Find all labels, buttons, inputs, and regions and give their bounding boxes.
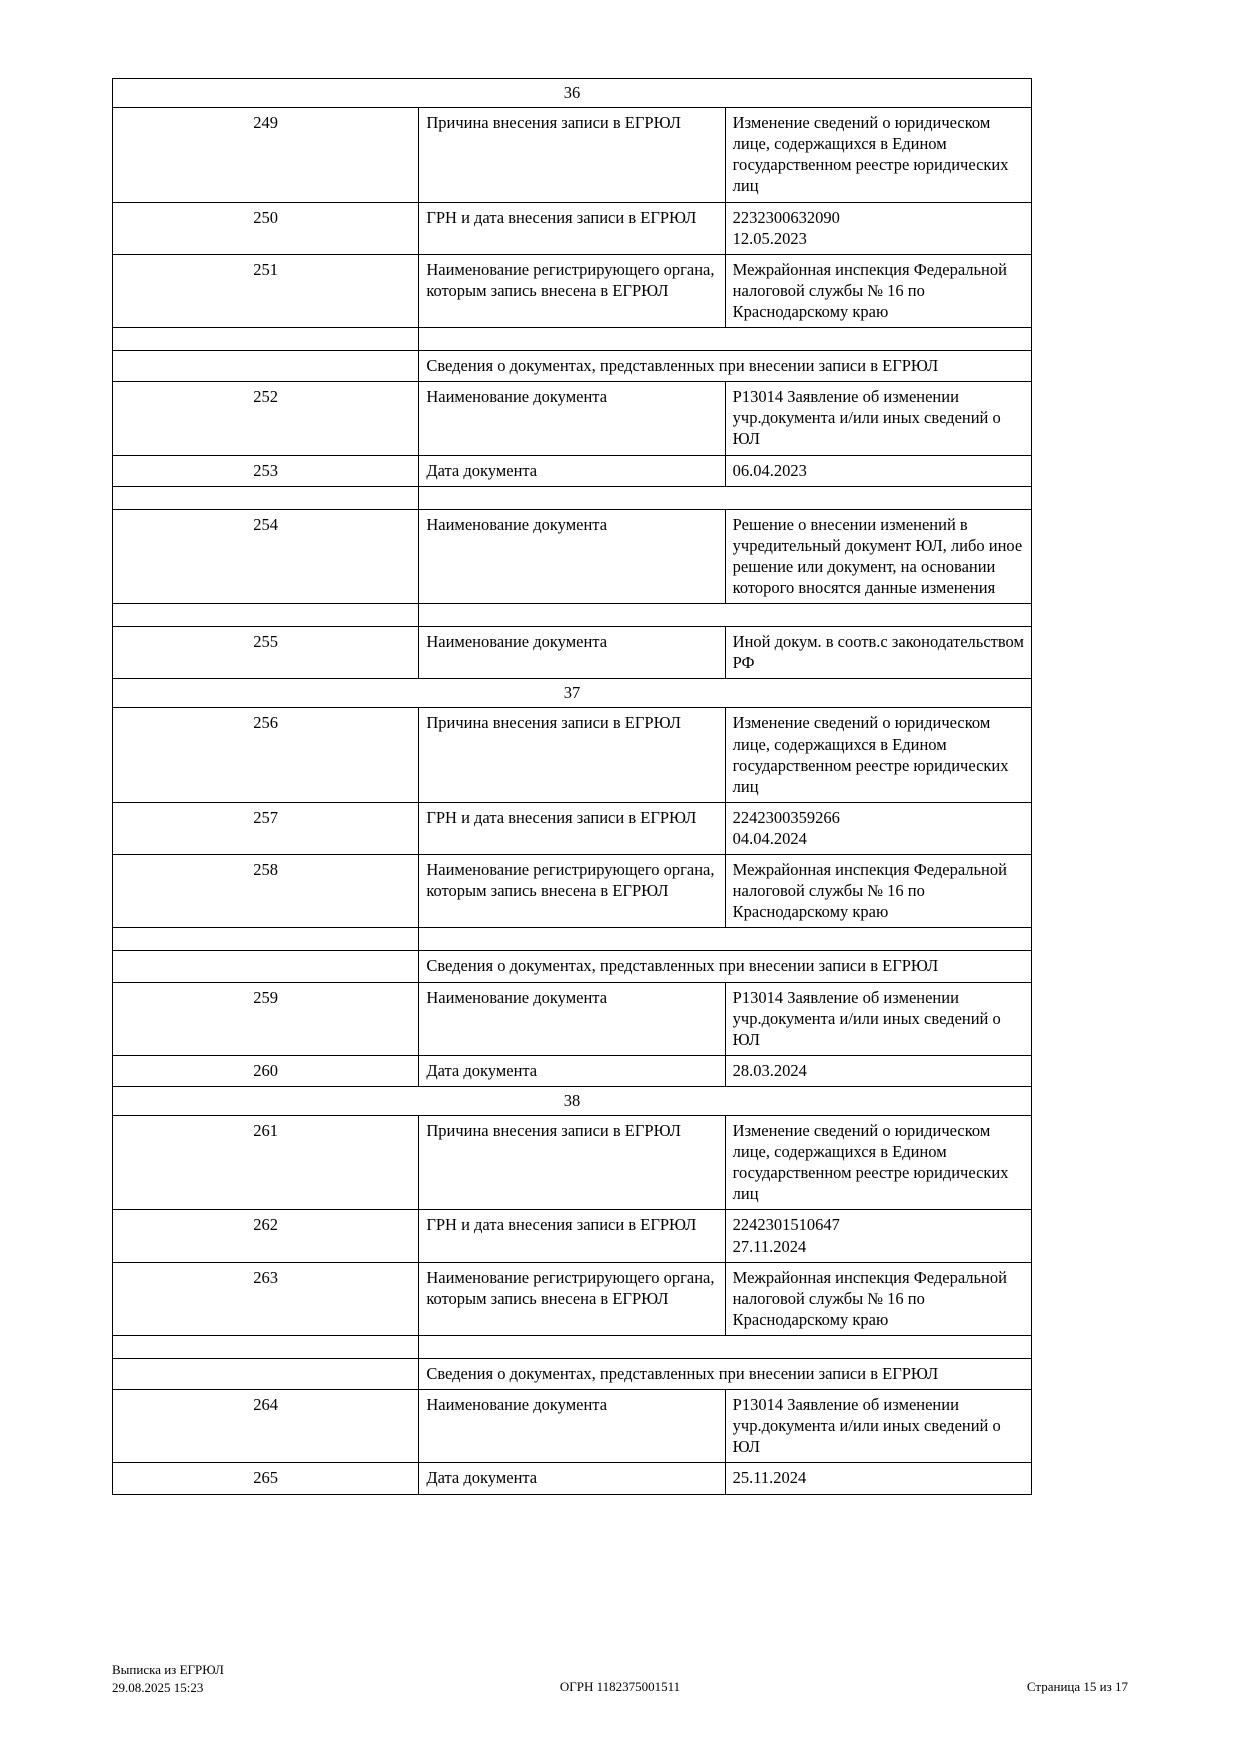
row-label: Наименование документа bbox=[419, 382, 725, 455]
row-number: 263 bbox=[113, 1262, 419, 1335]
subhead-documents-1 bbox=[113, 351, 1032, 382]
row-252 bbox=[113, 382, 1032, 455]
footer-ogrn: ОГРН 1182375001511 bbox=[559, 1679, 681, 1694]
subhead-documents-3 bbox=[113, 1359, 1032, 1390]
row-258 bbox=[113, 855, 1032, 928]
row-249 bbox=[113, 108, 1032, 202]
row-value: Межрайонная инспекция Федеральной налоговой службы № 16 по Краснодарскому краю bbox=[725, 254, 1031, 327]
subhead-cell-num bbox=[113, 351, 419, 382]
row-number: 265 bbox=[113, 1463, 419, 1494]
row-value: 28.03.2024 bbox=[725, 1055, 1031, 1086]
spacer-cell-num bbox=[113, 928, 419, 951]
spacer-cell-body bbox=[419, 486, 1032, 509]
spacer-cell-body bbox=[419, 328, 1032, 351]
row-number: 258 bbox=[113, 855, 419, 928]
row-number: 249 bbox=[113, 108, 419, 202]
section-36 bbox=[113, 79, 1032, 108]
row-number: 250 bbox=[113, 202, 419, 254]
row-label: Наименование регистрирующего органа, которым запись внесена в ЕГРЮЛ bbox=[419, 254, 725, 327]
egrul-table-body bbox=[113, 79, 1032, 1495]
row-value: 2242300359266 04.04.2024 bbox=[725, 802, 1031, 854]
footer-page-number: Страница 15 из 17 bbox=[1026, 1679, 1128, 1694]
row-250 bbox=[113, 202, 1032, 254]
section-heading: 36 bbox=[113, 79, 1032, 108]
row-265 bbox=[113, 1463, 1032, 1494]
row-value: Межрайонная инспекция Федеральной налоговой службы № 16 по Краснодарскому краю bbox=[725, 855, 1031, 928]
row-264 bbox=[113, 1390, 1032, 1463]
row-254 bbox=[113, 509, 1032, 603]
section-heading: 37 bbox=[113, 679, 1032, 708]
row-label: Наименование документа bbox=[419, 627, 725, 679]
row-251 bbox=[113, 254, 1032, 327]
subhead-cell-num bbox=[113, 951, 419, 982]
row-value: 2242301510647 27.11.2024 bbox=[725, 1210, 1031, 1262]
row-label: Наименование документа bbox=[419, 982, 725, 1055]
row-257 bbox=[113, 802, 1032, 854]
row-261 bbox=[113, 1116, 1032, 1210]
row-number: 253 bbox=[113, 455, 419, 486]
page-footer bbox=[112, 1661, 1128, 1697]
row-253 bbox=[113, 455, 1032, 486]
row-label: Причина внесения записи в ЕГРЮЛ bbox=[419, 108, 725, 202]
footer-timestamp: 29.08.2025 15:23 bbox=[112, 1679, 204, 1695]
row-label: ГРН и дата внесения записи в ЕГРЮЛ bbox=[419, 802, 725, 854]
section-heading: 38 bbox=[113, 1086, 1032, 1115]
row-value: 25.11.2024 bbox=[725, 1463, 1031, 1494]
subhead-cell-num bbox=[113, 1359, 419, 1390]
row-number: 261 bbox=[113, 1116, 419, 1210]
spacer-cell-body bbox=[419, 928, 1032, 951]
row-number: 256 bbox=[113, 708, 419, 802]
spacer-cell-num bbox=[113, 486, 419, 509]
spacer-cell-num bbox=[113, 604, 419, 627]
row-label: Наименование регистрирующего органа, которым запись внесена в ЕГРЮЛ bbox=[419, 855, 725, 928]
row-label: Дата документа bbox=[419, 1463, 725, 1494]
section-37 bbox=[113, 679, 1032, 708]
row-value: 06.04.2023 bbox=[725, 455, 1031, 486]
row-label: Наименование документа bbox=[419, 509, 725, 603]
subhead-label: Сведения о документах, представленных при внесении записи в ЕГРЮЛ bbox=[419, 951, 1032, 982]
row-number: 252 bbox=[113, 382, 419, 455]
row-value: Изменение сведений о юридическом лице, содержащихся в Едином государственном реестре юридических лиц bbox=[725, 708, 1031, 802]
subhead-label: Сведения о документах, представленных при внесении записи в ЕГРЮЛ bbox=[419, 1359, 1032, 1390]
row-value: Р13014 Заявление об изменении учр.документа и/или иных сведений о ЮЛ bbox=[725, 982, 1031, 1055]
spacer-3 bbox=[113, 604, 1032, 627]
row-number: 255 bbox=[113, 627, 419, 679]
row-label: ГРН и дата внесения записи в ЕГРЮЛ bbox=[419, 1210, 725, 1262]
spacer-cell-body bbox=[419, 1336, 1032, 1359]
row-number: 262 bbox=[113, 1210, 419, 1262]
row-label: Наименование документа bbox=[419, 1390, 725, 1463]
row-259 bbox=[113, 982, 1032, 1055]
row-number: 264 bbox=[113, 1390, 419, 1463]
spacer-cell-num bbox=[113, 1336, 419, 1359]
row-number: 257 bbox=[113, 802, 419, 854]
row-label: Дата документа bbox=[419, 455, 725, 486]
row-number: 251 bbox=[113, 254, 419, 327]
row-number: 254 bbox=[113, 509, 419, 603]
row-label: Причина внесения записи в ЕГРЮЛ bbox=[419, 1116, 725, 1210]
row-label: Наименование регистрирующего органа, которым запись внесена в ЕГРЮЛ bbox=[419, 1262, 725, 1335]
spacer-1 bbox=[113, 328, 1032, 351]
row-number: 259 bbox=[113, 982, 419, 1055]
row-label: Дата документа bbox=[419, 1055, 725, 1086]
row-value: Изменение сведений о юридическом лице, содержащихся в Едином государственном реестре юридических лиц bbox=[725, 1116, 1031, 1210]
row-value: Изменение сведений о юридическом лице, содержащихся в Едином государственном реестре юридических лиц bbox=[725, 108, 1031, 202]
row-262 bbox=[113, 1210, 1032, 1262]
spacer-5 bbox=[113, 1336, 1032, 1359]
subhead-documents-2 bbox=[113, 951, 1032, 982]
row-label: ГРН и дата внесения записи в ЕГРЮЛ bbox=[419, 202, 725, 254]
row-value: 2232300632090 12.05.2023 bbox=[725, 202, 1031, 254]
row-label: Причина внесения записи в ЕГРЮЛ bbox=[419, 708, 725, 802]
spacer-cell-body bbox=[419, 604, 1032, 627]
row-value: Иной докум. в соотв.с законодательством РФ bbox=[725, 627, 1031, 679]
spacer-cell-num bbox=[113, 328, 419, 351]
row-number: 260 bbox=[113, 1055, 419, 1086]
row-263 bbox=[113, 1262, 1032, 1335]
row-value: Межрайонная инспекция Федеральной налоговой службы № 16 по Краснодарскому краю bbox=[725, 1262, 1031, 1335]
subhead-label: Сведения о документах, представленных при внесении записи в ЕГРЮЛ bbox=[419, 351, 1032, 382]
row-256 bbox=[113, 708, 1032, 802]
row-value: Р13014 Заявление об изменении учр.документа и/или иных сведений о ЮЛ bbox=[725, 1390, 1031, 1463]
section-38 bbox=[113, 1086, 1032, 1115]
egrul-records-table bbox=[112, 78, 1032, 1495]
row-255 bbox=[113, 627, 1032, 679]
row-value: Р13014 Заявление об изменении учр.документа и/или иных сведений о ЮЛ bbox=[725, 382, 1031, 455]
spacer-2 bbox=[113, 486, 1032, 509]
row-value: Решение о внесении изменений в учредительный документ ЮЛ, либо иное решение или документ, на основании которого вносятся данные изменения bbox=[725, 509, 1031, 603]
spacer-4 bbox=[113, 928, 1032, 951]
row-260 bbox=[113, 1055, 1032, 1086]
footer-document-title: Выписка из ЕГРЮЛ bbox=[112, 1662, 224, 1677]
